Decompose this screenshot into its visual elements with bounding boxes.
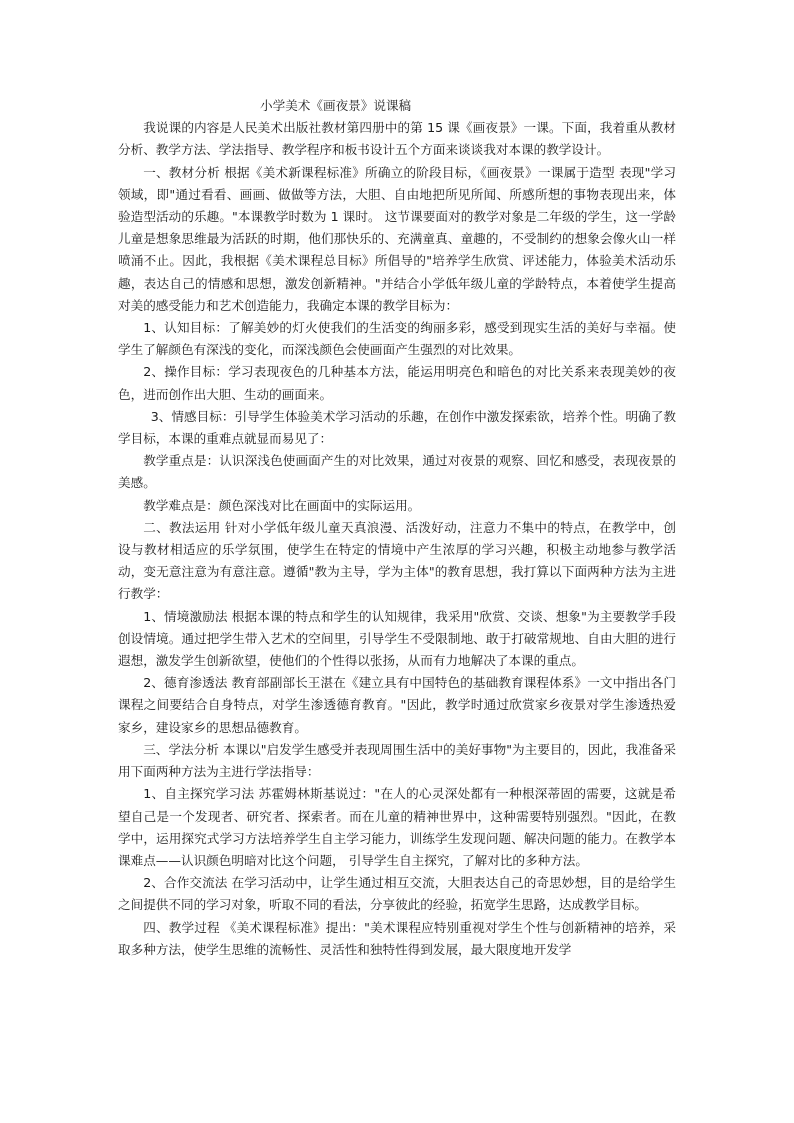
difficult-point-paragraph: 教学难点是：颜色深浅对比在画面中的实际运用。	[143, 497, 421, 513]
method-2-paragraph: 2、德育渗透法 教育部副部长王湛在《建立具有中国特色的基础教育课程体系》一文中指出各门课程之间要结合自身特点，对学生渗透德育教育。"因此，教学时通过欣赏家乡夜景对学生渗透热爱家乡，建设家乡的思想品德教育。	[118, 675, 676, 735]
section-1-paragraph: 一、教材分析 根据《美术新课程标准》所确立的阶段目标，《画夜景》一课属于造型 表现"学习领域，即"通过看看、画画、做做等方法，大胆、自由地把所见所闻、所感所想的事物表现出来，体验造型活动的乐趣。"本课教学时数为 1 课时。 这节课要面对的教学对象是二年级的学生，这一学龄儿童是想象思维最为活跃的时期，他们那快乐的、充满童真、童趣的，不受制约的想象会像火山一样喷涌不止。因此，我根据《美术课程总目标》所倡导的"培养学生欣赏、评述能力，体验美术活动乐趣，表达自己的情感和思想，激发创新精神。"并结合小学低年级儿童的学龄特点，本着使学生提高对美的感受能力和艺术创造能力，我确定本课的教学目标为：	[118, 164, 676, 313]
section-4-paragraph: 四、教学过程 《美术课程标准》提出："美术课程应特别重视对学生个性与创新精神的培养，采取多种方法，使学生思维的流畅性、灵活性和独特性得到发展，最大限度地开发学	[118, 919, 676, 957]
goal-emotion-paragraph: 3、情感目标：引导学生体验美术学习活动的乐趣，在创作中激发探索欲，培养个性。明确了教学目标，本课的重难点就显而易见了：	[118, 408, 676, 447]
method-1-paragraph: 1、情境激励法 根据本课的特点和学生的认知规律，我采用"欣赏、交谈、想象"为主要教学手段创设情境。通过把学生带入艺术的空间里，引导学生不受限制地、敢于打破常规地、自由大胆的进行遐想，激发学生创新欲望，使他们的个性得以张扬，从而有力地解决了本课的重点。	[118, 608, 676, 669]
intro-paragraph: 我说课的内容是人民美术出版社教材第四册中的第 15 课《画夜景》一课。下面，我着重从教材分析、教学方法、学法指导、教学程序和板书设计五个方面来谈谈我对本课的教学设计。	[118, 120, 676, 158]
goal-operation-paragraph: 2、操作目标：学习表现夜色的几种基本方法，能运用明亮色和暗色的对比关系来表现美妙的夜色，进而创作出大胆、生动的画面来。	[118, 364, 676, 402]
section-2-paragraph: 二、教法运用 针对小学低年级儿童天真浪漫、活泼好动，注意力不集中的特点，在教学中，创设与教材相适应的乐学氛围，使学生在特定的情境中产生浓厚的学习兴趣，积极主动地参与教学活动，变无意注意为有意注意。遵循"教为主导，学为主体"的教育思想，我打算以下面两种方法为主进行教学：	[118, 519, 676, 602]
document-page	[118, 95, 676, 961]
study-method-2-paragraph: 2、合作交流法 在学习活动中，让学生通过相互交流，大胆表达自己的奇思妙想，目的是给学生之间提供不同的学习对象，听取不同的看法，分享彼此的经验，拓宽学生思路，达成教学目标。	[118, 875, 676, 913]
section-3-paragraph: 三、学法分析 本课以"启发学生感受并表现周围生活中的美好事物"为主要目的，因此，我准备采用下面两种方法为主进行学法指导：	[118, 741, 676, 780]
study-method-1-paragraph: 1、自主探究学习法 苏霍姆林斯基说过："在人的心灵深处都有一种根深蒂固的需要，这就是希望自己是一个发现者、研究者、探索者。而在儿童的精神世界中，这种需要特别强烈。"因此，在教学中，运用探究式学习方法培养学生自主学习能力，训练学生发现问题、解决问题的能力。在教学本课难点——认识颜色明暗对比这个问题， 引导学生自主探究，了解对比的多种方法。	[118, 786, 676, 868]
document-title: 小学美术《画夜景》说课稿	[260, 98, 412, 113]
key-point-paragraph: 教学重点是：认识深浅色使画面产生的对比效果，通过对夜景的观察、回忆和感受，表现夜景的美感。	[118, 453, 676, 491]
goal-cognitive-paragraph: 1、认知目标：了解美妙的灯火使我们的生活变的绚丽多彩，感受到现实生活的美好与幸福。使学生了解颜色有深浅的变化，而深浅颜色会使画面产生强烈的对比效果。	[118, 320, 676, 358]
